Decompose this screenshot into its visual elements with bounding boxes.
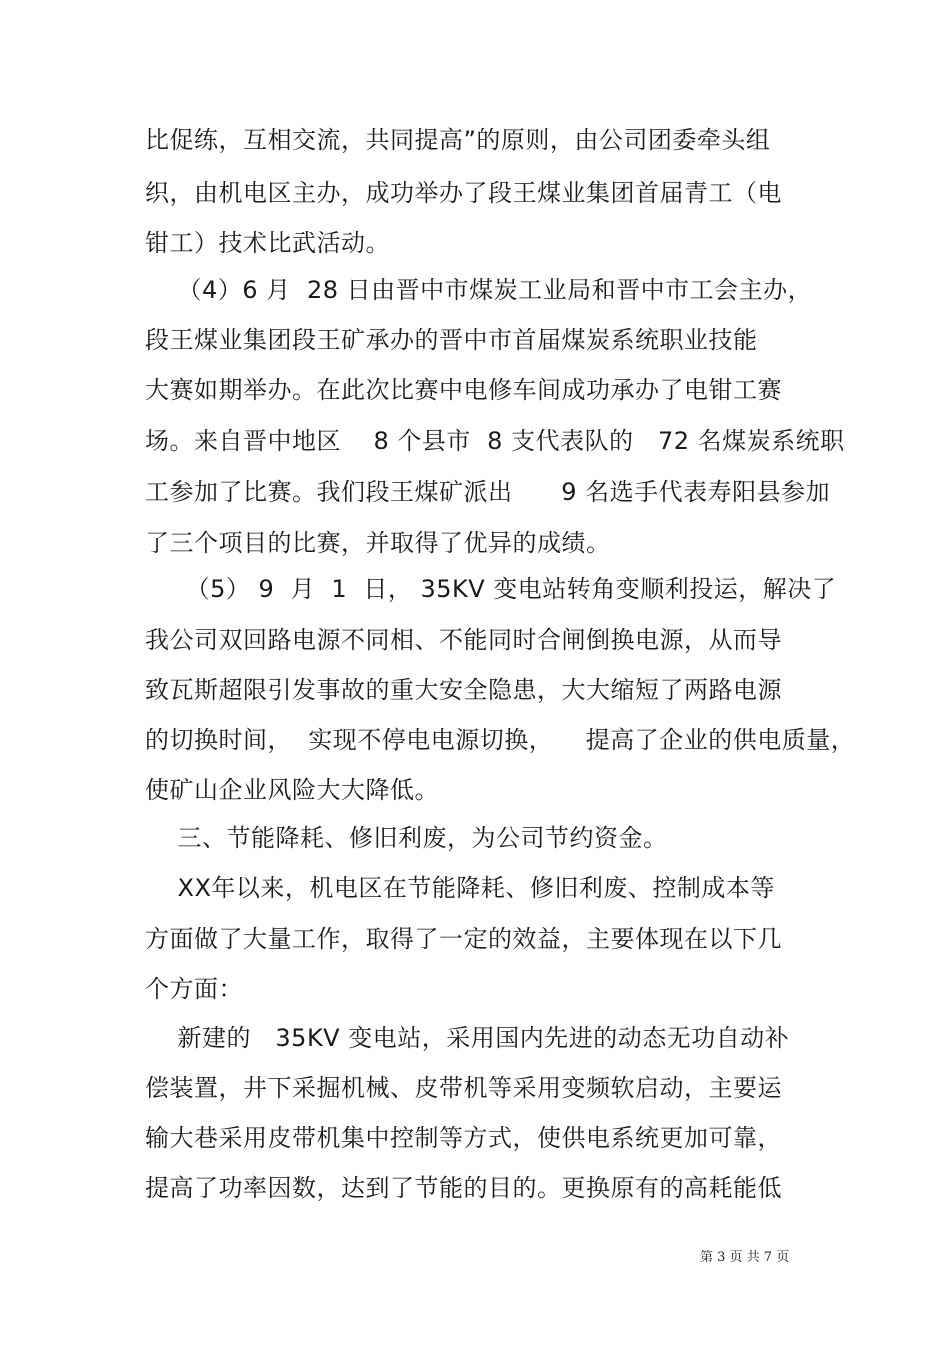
body-text-line: 的切换时间， 实现不停电电源切换， 提高了企业的供电质量， bbox=[145, 726, 856, 754]
body-text-line: （5） 9 月 1 日， 35KV 变电站转角变顺利投运，解决了 bbox=[145, 575, 837, 603]
body-text-line: 个方面： bbox=[145, 975, 243, 1003]
body-text-line: 致瓦斯超限引发事故的重大安全隐患，大大缩短了两路电源 bbox=[145, 676, 782, 704]
body-text-line: 大赛如期举办。在此次比赛中电修车间成功承办了电钳工赛 bbox=[145, 376, 782, 404]
section-heading: 三、节能降耗、修旧利废，为公司节约资金。 bbox=[145, 824, 668, 852]
body-text-line: 方面做了大量工作，取得了一定的效益，主要体现在以下几 bbox=[145, 925, 782, 953]
page-number-footer: 第 3 页 共 7 页 bbox=[700, 1250, 790, 1265]
body-text-line: 我公司双回路电源不同相、不能同时合闸倒换电源，从而导 bbox=[145, 626, 782, 654]
body-text-line: XX年以来，机电区在节能降耗、修旧利废、控制成本等 bbox=[145, 874, 775, 902]
body-text-line: 织，由机电区主办，成功举办了段王煤业集团首届青工（电 bbox=[145, 179, 782, 207]
body-text-line: 段王煤业集团段王矿承办的晋中市首届煤炭系统职业技能 bbox=[145, 326, 758, 354]
body-text-line: 新建的 35KV 变电站，采用国内先进的动态无功自动补 bbox=[145, 1024, 790, 1052]
body-text-line: 了三个项目的比赛，并取得了优异的成绩。 bbox=[145, 529, 611, 557]
body-text-line: 比促练，互相交流，共同提高”的原则，由公司团委牵头组 bbox=[145, 126, 771, 154]
body-text-line: （4）6 月 28 日由晋中市煤炭工业局和晋中市工会主办， bbox=[145, 276, 813, 304]
body-text-line: 提高了功率因数，达到了节能的目的。更换原有的高耗能低 bbox=[145, 1174, 782, 1202]
body-text-line: 工参加了比赛。我们段王煤矿派出 9 名选手代表寿阳县参加 bbox=[145, 478, 831, 506]
body-text-line: 钳工）技术比武活动。 bbox=[145, 229, 390, 257]
body-text-line: 场。来自晋中地区 8 个县市 8 支代表队的 72 名煤炭系统职 bbox=[145, 427, 845, 455]
body-text-line: 输大巷采用皮带机集中控制等方式，使供电系统更加可靠， bbox=[145, 1124, 782, 1152]
body-text-line: 使矿山企业风险大大降低。 bbox=[145, 776, 439, 804]
body-text-line: 偿装置，井下采掘机械、皮带机等采用变频软启动，主要运 bbox=[145, 1074, 782, 1102]
